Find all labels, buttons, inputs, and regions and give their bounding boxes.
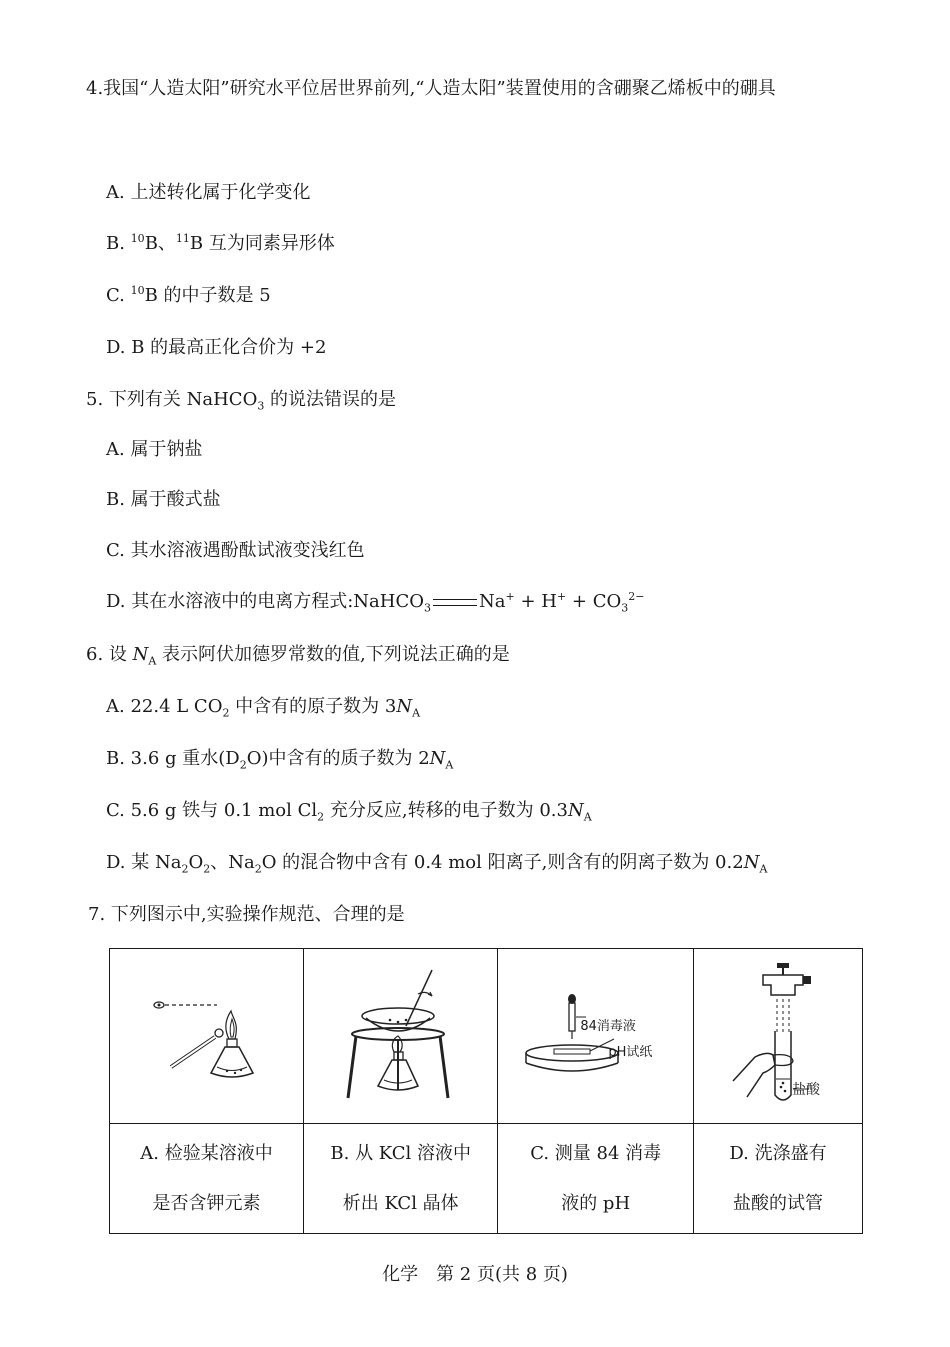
caption-c: C. 测量 84 消毒 液的 pH [498,1124,694,1234]
q5-option-b: B. 属于酸式盐 [106,489,221,510]
flame-test-icon [147,979,267,1089]
test-tube-wash-icon [713,961,843,1111]
caption-a: A. 检验某溶液中 是否含钾元素 [110,1124,304,1234]
evaporation-setup-icon [336,964,466,1104]
figure-d-cell [693,949,862,1124]
q4-option-a: A. 上述转化属于化学变化 [106,182,311,203]
q6-option-a: A. 22.4 L $CO_2$ 中含有的原子数为 $3N_A$ [106,696,421,720]
equal-sign-icon [433,599,477,606]
label-hydrochloric-acid: 盐酸 [791,1082,820,1098]
ph-measure-icon [506,991,686,1081]
page-footer: 化学 第 2 页(共 8 页) [382,1264,568,1285]
q5-option-c: C. 其水溶液遇酚酞试液变浅红色 [106,540,365,561]
q4-stem: 4.我国“人造太阳”研究水平位居世界前列,“人造太阳”装置使用的含硼聚乙烯板中的硼具 [86,78,776,99]
q4-option-b: B. $^{10}$B、$^{11}$B 互为同素异形体 [106,232,335,254]
q5-option-a: A. 属于钠盐 [106,439,203,460]
caption-d: D. 洗涤盛有 盐酸的试管 [693,1124,862,1234]
q6-option-c: C. 5.6 g 铁与 0.1 mol $Cl_2$ 充分反应,转移的电子数为 $0.3N_A$ [106,800,592,824]
figure-b-cell [304,949,498,1124]
q4-option-c: C. $^{10}$B 的中子数是 5 [106,284,271,306]
q5-stem: 5. 下列有关 NaHCO$_3$ 的说法错误的是 [86,389,397,413]
figure-a-cell [110,949,304,1124]
q6-stem: 6. 设 $N_A$ 表示阿伏加德罗常数的值,下列说法正确的是 [86,644,510,668]
q6-option-d: D. 某 $Na_2O_2$、$Na_2O$ 的混合物中含有 0.4 mol 阳离子,则含有的阴离子数为 $0.2N_A$ [106,852,768,876]
q5-option-d: D. 其在水溶液中的电离方程式:NaHCO$_3$ $Na^+ + H^+ + CO_3^{2-}$ [106,590,645,615]
figure-c-cell [498,949,694,1124]
q4-option-d: D. B 的最高正化合价为 +2 [106,337,327,358]
caption-b: B. 从 KCl 溶液中 析出 KCl 晶体 [304,1124,498,1234]
label-84-disinfectant: 84消毒液 [580,1019,636,1034]
q7-stem: 7. 下列图示中,实验操作规范、合理的是 [88,904,405,925]
label-ph-paper: pH试纸 [608,1045,653,1060]
q7-figure-table [109,948,863,1234]
q6-option-b: B. 3.6 g 重水$(D_2O)$中含有的质子数为 $2N_A$ [106,748,454,772]
